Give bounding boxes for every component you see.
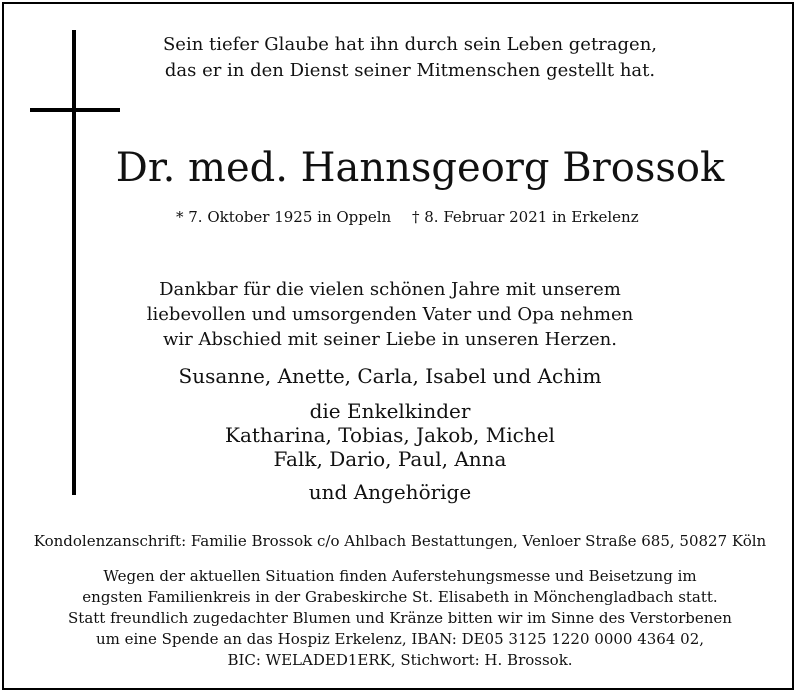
notice-line: um eine Spende an das Hospiz Erkelenz, IBAN: DE05 3125 1220 0000 4364 02, <box>95 630 705 648</box>
condolence-address: Kondolenzanschrift: Familie Brossok c/o Ahlbach Bestattungen, Venloer Straße 685, 50827 Köln <box>33 532 767 550</box>
grandchildren <box>100 399 680 471</box>
grandchildren-line: Katharina, Tobias, Jakob, Michel <box>225 423 555 447</box>
birth-date: * 7. Oktober 1925 in Oppeln <box>176 208 392 226</box>
family-names: Susanne, Anette, Carla, Isabel und Achim <box>178 364 602 388</box>
notice-line: BIC: WELADED1ERK, Stichwort: H. Brossok. <box>227 651 573 669</box>
quote-line: Sein tiefer Glaube hat ihn durch sein Leben getragen, <box>162 34 658 55</box>
thanks-line: Dankbar für die vielen schönen Jahre mit unserem <box>159 279 621 300</box>
notice-line: engsten Familienkreis in der Grabeskirche St. Elisabeth in Mönchengladbach statt. <box>82 588 718 606</box>
notice-line: Statt freundlich zugedachter Blumen und Kränze bitten wir im Sinne des Verstorbenen <box>68 609 732 627</box>
grandchildren-line: Falk, Dario, Paul, Anna <box>273 447 507 471</box>
quote <box>100 32 720 84</box>
thanks-line: wir Abschied mit seiner Liebe in unseren Herzen. <box>163 329 617 350</box>
relatives: und Angehörige <box>308 480 472 504</box>
cross-horizontal-bar <box>30 108 120 112</box>
funeral-notice <box>60 566 740 671</box>
thanks-text <box>100 277 680 352</box>
notice-line: Wegen der aktuellen Situation finden Auferstehungsmesse und Beisetzung im <box>103 567 697 585</box>
deceased-name: Dr. med. Hannsgeorg Brossok <box>115 145 725 191</box>
thanks-line: liebevollen und umsorgenden Vater und Opa nehmen <box>146 304 634 325</box>
death-date: † 8. Februar 2021 in Erkelenz <box>412 208 639 226</box>
quote-line: das er in den Dienst seiner Mitmenschen gestellt hat. <box>164 60 656 81</box>
grandchildren-heading: die Enkelkinder <box>309 399 471 423</box>
cross-vertical-bar <box>72 30 76 495</box>
